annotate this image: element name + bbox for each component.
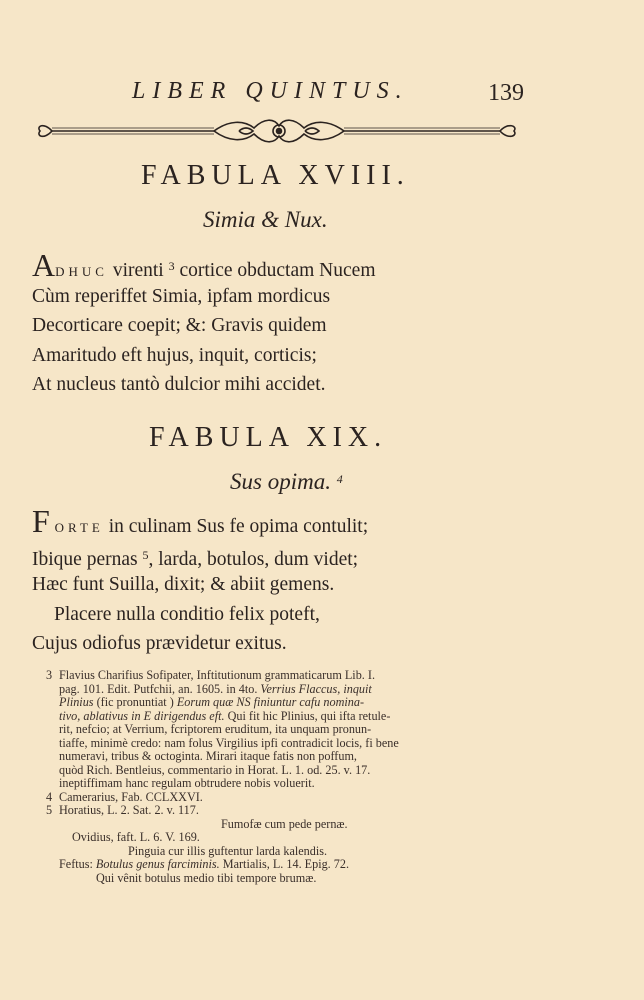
drop-cap: F xyxy=(32,503,50,539)
footnote-line: Ovidius, faft. L. 6. V. 169. xyxy=(72,830,200,844)
footnote-line: Plinius (fic pronuntiat ) Eorum quæ NS finiuntur cafu nomina- xyxy=(59,695,365,709)
footnote-line: quòd Rich. Bentleius, commentario in Horat. L. 1. od. 25. v. 17. xyxy=(59,762,371,777)
footnote-ref-5: 5 xyxy=(142,547,149,562)
footnote-line: Pinguia cur illis guftentur larda kalendis. xyxy=(128,843,328,858)
fable-18-subtitle: Simia & Nux. xyxy=(203,207,328,232)
fable-19-subtitle: Sus opima. $^4$ xyxy=(230,469,343,494)
footnote-5: 5 Horatius, L. 2. Sat. 2. v. 117. xyxy=(46,803,199,817)
running-head xyxy=(0,78,644,108)
running-title: LIBER QUINTUS. xyxy=(132,78,409,104)
fable-18-verse xyxy=(32,247,376,400)
verse-line: Cujus odiofus prævidetur exitus. xyxy=(32,633,287,654)
fable-19-title: FABULA XIX. xyxy=(149,422,388,453)
footnote-line: tivo, ablativus in E dirigendus eft. Qui fit hic Plinius, qui ifta retule- xyxy=(59,708,391,723)
footnote-line: Qui vênit botulus medio tibi tempore brumæ. xyxy=(96,870,317,885)
footnotes xyxy=(46,669,546,885)
footnote-line: Fumofæ cum pede pernæ. xyxy=(221,816,348,831)
footnote-line: Feftus: Botulus genus farciminis. Martialis, L. 14. Epig. 72. xyxy=(59,857,350,871)
footnote-3: 3 Flavius Charifius Sofipater, Inftitutionum grammaticarum Lib. I. xyxy=(46,668,375,682)
footnote-line: tiaffe, minimè credo: nam folus Virgilius ipfi contradicit locis, fi bene xyxy=(59,735,399,750)
verse-line: Placere nulla conditio felix poteft, xyxy=(54,603,320,625)
verse-line: At nucleus tantò dulcior mihi accidet. xyxy=(32,374,326,395)
verse-line: Hæc funt Suilla, dixit; & abiit gemens. xyxy=(32,574,335,595)
fable-18-title: FABULA XVIII. xyxy=(141,160,410,191)
footnote-line: rit, nefcio; at Verrium, fcriptorem eruditum, ita unquam pronun- xyxy=(59,722,372,736)
footnote-ref-3: 3 xyxy=(168,259,175,273)
verse-line: Cùm reperiffet Simia, ipfam mordicus xyxy=(32,285,331,307)
footnote-ref-4: 4 xyxy=(336,472,343,486)
page-number: 139 xyxy=(488,80,524,106)
footnote-line: numeravi, tribus & octoginta. Mirari itaque fatis non poffum, xyxy=(59,749,357,763)
footnote-line: pag. 101. Edit. Putfchii, an. 1605. in 4to. Verrius Flaccus, inquit xyxy=(59,681,372,696)
verse-line: Amaritudo eft hujus, inquit, corticis; xyxy=(32,344,317,366)
footnote-line: ineptiffimam hanc regulam obtrudere nobis voluerit. xyxy=(59,776,315,790)
drop-cap: A xyxy=(32,247,56,283)
ornamental-rule-icon xyxy=(34,116,524,146)
footnote-4: 4 Camerarius, Fab. CCLXXVI. xyxy=(46,789,203,804)
verse-line: Decorticare coepit; &: Gravis quidem xyxy=(32,315,327,336)
verse-line: Ibique pernas $^5$, larda, botulos, dum videt; xyxy=(32,547,359,570)
fable-19-verse xyxy=(32,503,369,659)
verse-line: ADHUC virenti $^3$ cortice obductam Nucem xyxy=(32,247,376,283)
verse-line: F ORTE in culinam Sus fe opima contulit; xyxy=(32,503,369,539)
